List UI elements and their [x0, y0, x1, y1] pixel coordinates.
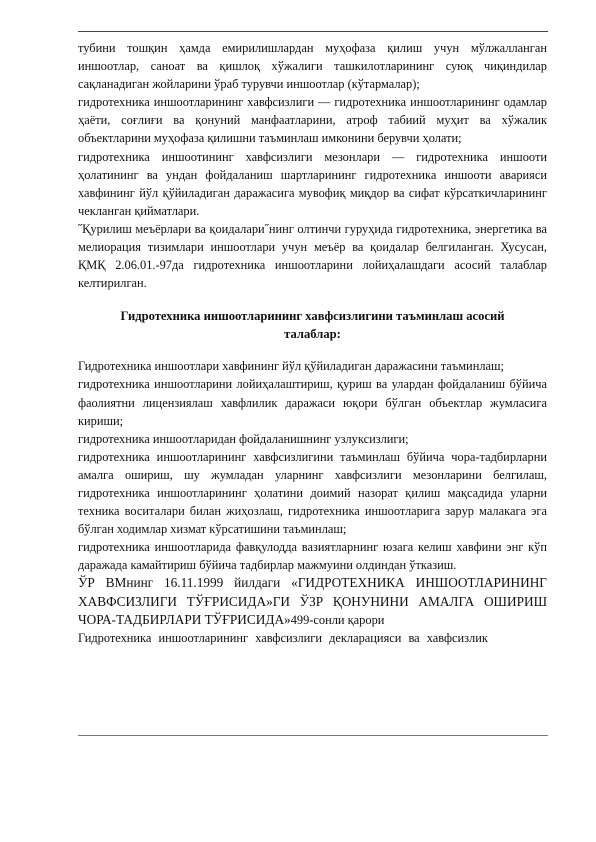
requirement-item: Гидротехника иншоотлари хавфининг йўл қўйиладиган даражасини таъминлаш; — [78, 359, 504, 374]
requirement-item: гидротехника иншоотларининг хавфсизлигини таъминлаш бўйича чора-тадбирларни амалга ошириш, шу жумладан уларнинг хавфсизлиги мезонларини белгилаш, гидротехника иншоотларининг ҳолатини доимий назорат қилиш мақсадида уларни техника воситалари билан жиҳозлаш, гидротехника иншоотларига зарур малакага эга бўлган ходимлар хизмат кўрсатишини таъминлаш; — [78, 449, 547, 537]
paragraph: гидротехника иншоотларининг хавфсизлиги — гидротехника иншоотларининг одамлар ҳаёти, соғлиғи ва қонуний манфаатларини, атроф табиий муҳит ва хўжалик объектларини муҳофаза қилишни таъминлаш имконини берувчи ҳолати; — [78, 95, 547, 146]
header-rule — [78, 31, 548, 32]
requirement-item: гидротехника иншоотларини лойиҳалаштириш, қуриш ва улардан фойдаланиш бўйича фаолиятни лицензиялаш хавфлилик даражаси юқори бўлган объектлар жумласига кириши; — [78, 377, 547, 428]
section-heading: Гидротехника иншоотларининг хавфсизлигини таъминлаш асосий талаблар: — [120, 309, 505, 342]
paragraph: Гидротехника иншоотларининг хавфсизлиги декларацияси ва хавфсизлик — [78, 631, 488, 646]
decree-number: 499-сонли қарори — [290, 612, 385, 627]
requirement-item: гидротехника иншоотларидан фойдаланишнинг узлуксизлиги; — [78, 431, 409, 446]
paragraph: ˝Қурилиш меъёрлари ва қоидалари˝нинг олтинчи гуруҳида гидротехника, энергетика ва мелиорация тизимлари иншоотлари учун меъёр ва қоидалар белгиланган. Хусусан, ҚМҚ 2.06.01.-97да гидротехника иншоотларини лойиҳалашдаги асосий талаблар келтирилган. — [78, 221, 547, 291]
paragraph: гидротехника иншоотининг хавфсизлиги мезонлари — гидротехника иншооти ҳолатининг ва ундан фойдаланиш шартларининг гидротехника иншооти аварияси хавфининг йўл қўйиладиган даражасига мувофиқ миқдор ва сифат кўрсаткичларининг чекланган қийматлари. — [78, 149, 547, 218]
spacer — [78, 343, 547, 357]
spacer — [78, 292, 547, 307]
paragraph: тубини тошқин ҳамда емирилишлардан муҳофаза қилиш учун мўлжалланган иншоотлар, саноат ва қишлоқ хўжалиги ташкилотларининг суюқ чиқиндилар сақланадиган жойларини ўраб турувчи иншоотлар (кўтармалар); — [78, 41, 547, 92]
decree-reference — [78, 574, 547, 629]
document-body — [78, 39, 547, 647]
footer-rule — [78, 735, 548, 736]
decree-title: ЎР ВМнинг 16.11.1999 йилдаги «ГИДРОТЕХНИКА ИНШООТЛАРИНИНГ ХАВФСИЗЛИГИ ТЎҒРИСИДА»ГИ ЎЗР ҚОНУНИНИ АМАЛГА ОШИРИШ ЧОРА-ТАДБИРЛАРИ ТЎҒРИСИДА» — [78, 575, 547, 627]
requirement-item: гидротехника иншоотларида фавқулодда вазиятларнинг юзага келиш хавфини энг кўп даражада камайтириш бўйича тадбирлар мажмуини олдиндан ўтказиш. — [78, 540, 547, 573]
